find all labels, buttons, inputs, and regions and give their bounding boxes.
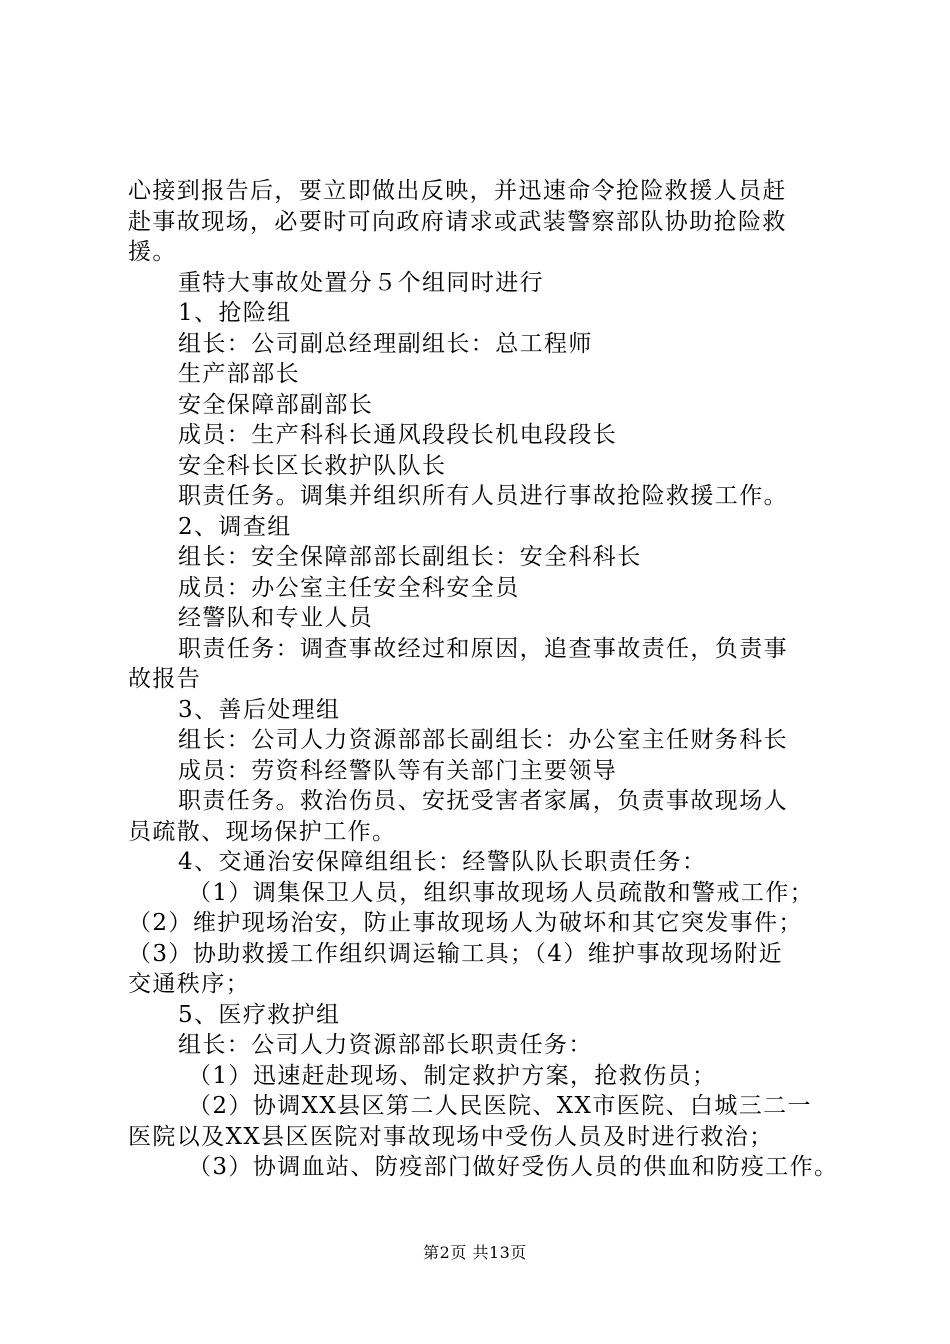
paragraph-line: 交通秩序；	[128, 971, 250, 997]
paragraph-line: 职责任务。调集并组织所有人员进行事故抢险救援工作。	[178, 483, 788, 509]
paragraph-line: 成员：办公室主任安全科安全员	[178, 574, 520, 601]
paragraph-line: 组长：公司副总经理副组长：总工程师	[178, 330, 593, 357]
paragraph-line: 成员：劳资科经警队等有关部门主要领导	[178, 757, 618, 784]
paragraph-line: 援。	[128, 239, 177, 265]
section-heading: 1、抢险组	[178, 300, 292, 326]
list-item: （2）协调XX县区第二人民医院、XX市医院、白城三二一	[188, 1093, 812, 1119]
list-item: （1）迅速赶赴现场、制定救护方案，抢救伤员；	[188, 1062, 717, 1089]
section-heading: 4、交通治安保障组组长：经警队队长职责任务：	[178, 849, 707, 875]
document-body	[128, 176, 848, 1183]
paragraph-line: 经警队和专业人员	[178, 605, 374, 631]
list-item: （1）调集保卫人员，组织事故现场人员疏散和警戒工作；	[188, 879, 815, 906]
page-footer	[0, 1243, 950, 1263]
paragraph-line: 心接到报告后，要立即做出反映，并迅速命令抢险救援人员赶	[128, 178, 787, 204]
list-item: （3）协调血站、防疫部门做好受伤人员的供血和防疫工作。	[188, 1154, 839, 1180]
paragraph-line: 组长：公司人力资源部部长职责任务：	[178, 1032, 593, 1058]
paragraph-line: 赴事故现场，必要时可向政府请求或武装警察部队协助抢险救	[128, 208, 787, 235]
paragraph-line: 重特大事故处置分５个组同时进行	[178, 269, 544, 296]
paragraph-line: 组长：安全保障部部长副组长：安全科科长	[178, 544, 642, 570]
paragraph-line: 职责任务。救治伤员、安抚受害者家属，负责事故现场人	[178, 788, 788, 814]
paragraph-line: 医院以及XX县区医院对事故现场中受伤人员及时进行救治；	[128, 1123, 774, 1150]
page-number: 第2页 共13页	[423, 1243, 527, 1262]
paragraph-line: 生产部部长	[178, 361, 300, 387]
list-item: （3）协助救援工作组织调运输工具；（4）维护事故现场附近	[128, 940, 783, 967]
paragraph-line: 成员：生产科科长通风段段长机电段段长	[178, 422, 618, 448]
paragraph-line: 安全保障部副部长	[178, 391, 374, 418]
paragraph-line: 职责任务：调查事故经过和原因，追查事故责任，负责事	[178, 635, 788, 662]
paragraph-line: 安全科长区长救护队队长	[178, 452, 447, 479]
section-heading: 2、调查组	[178, 513, 292, 540]
section-heading: 5、医疗救护组	[178, 1001, 341, 1028]
section-heading: 3、善后处理组	[178, 696, 341, 723]
paragraph-line: 故报告	[128, 666, 202, 692]
paragraph-line: 员疏散、现场保护工作。	[128, 818, 397, 845]
list-item: （2）维护现场治安，防止事故现场人为破坏和其它突发事件；	[128, 910, 803, 936]
paragraph-line: 组长：公司人力资源部部长副组长：办公室主任财务科长	[178, 727, 788, 753]
